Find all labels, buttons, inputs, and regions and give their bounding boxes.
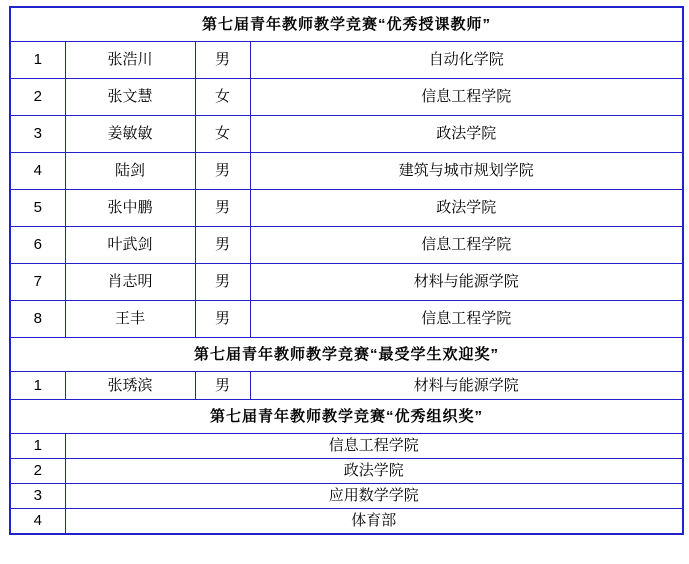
table-row [10, 190, 683, 227]
table-row [10, 153, 683, 190]
row-rank: 2 [10, 79, 65, 116]
section-title-excellent-teaching-teacher: 第七届青年教师教学竞赛“优秀授课教师” [10, 7, 683, 42]
section-title-row [10, 338, 683, 372]
table-row [10, 264, 683, 301]
section-title-row [10, 7, 683, 42]
row-name: 肖志明 [65, 264, 195, 301]
row-rank: 2 [10, 459, 65, 484]
section-title-row [10, 400, 683, 434]
row-sex: 男 [195, 372, 250, 400]
row-sex: 男 [195, 227, 250, 264]
row-rank: 6 [10, 227, 65, 264]
table-row [10, 484, 683, 509]
row-rank: 8 [10, 301, 65, 338]
table-row [10, 116, 683, 153]
row-name: 张文慧 [65, 79, 195, 116]
table-row [10, 509, 683, 535]
row-rank: 4 [10, 153, 65, 190]
row-name: 叶武剑 [65, 227, 195, 264]
row-dept: 政法学院 [250, 116, 683, 153]
row-rank: 4 [10, 509, 65, 535]
row-rank: 7 [10, 264, 65, 301]
row-rank: 5 [10, 190, 65, 227]
row-name: 陆剑 [65, 153, 195, 190]
section-title-most-popular-award: 第七届青年教师教学竞赛“最受学生欢迎奖” [10, 338, 683, 372]
row-sex: 女 [195, 79, 250, 116]
award-list-page [0, 6, 689, 564]
row-dept: 材料与能源学院 [250, 264, 683, 301]
row-rank: 1 [10, 42, 65, 79]
row-name: 姜敏敏 [65, 116, 195, 153]
row-dept: 自动化学院 [250, 42, 683, 79]
row-dept: 信息工程学院 [65, 434, 683, 459]
row-name: 张中鹏 [65, 190, 195, 227]
row-dept: 政法学院 [250, 190, 683, 227]
row-dept: 信息工程学院 [250, 301, 683, 338]
row-name: 张浩川 [65, 42, 195, 79]
section-title-excellent-organization-award: 第七届青年教师教学竞赛“优秀组织奖” [10, 400, 683, 434]
row-dept: 信息工程学院 [250, 79, 683, 116]
row-dept: 材料与能源学院 [250, 372, 683, 400]
table-row [10, 372, 683, 400]
table-row [10, 227, 683, 264]
row-rank: 1 [10, 372, 65, 400]
table-row [10, 301, 683, 338]
row-sex: 女 [195, 116, 250, 153]
table-row [10, 42, 683, 79]
row-dept: 应用数学学院 [65, 484, 683, 509]
row-rank: 3 [10, 484, 65, 509]
row-dept: 信息工程学院 [250, 227, 683, 264]
row-sex: 男 [195, 153, 250, 190]
row-dept: 体育部 [65, 509, 683, 535]
row-sex: 男 [195, 264, 250, 301]
table-row [10, 434, 683, 459]
row-sex: 男 [195, 190, 250, 227]
row-sex: 男 [195, 301, 250, 338]
table-row [10, 459, 683, 484]
row-name: 张琇滨 [65, 372, 195, 400]
row-sex: 男 [195, 42, 250, 79]
row-dept: 政法学院 [65, 459, 683, 484]
award-table [9, 6, 684, 535]
row-name: 王丰 [65, 301, 195, 338]
table-row [10, 79, 683, 116]
row-rank: 3 [10, 116, 65, 153]
row-dept: 建筑与城市规划学院 [250, 153, 683, 190]
row-rank: 1 [10, 434, 65, 459]
